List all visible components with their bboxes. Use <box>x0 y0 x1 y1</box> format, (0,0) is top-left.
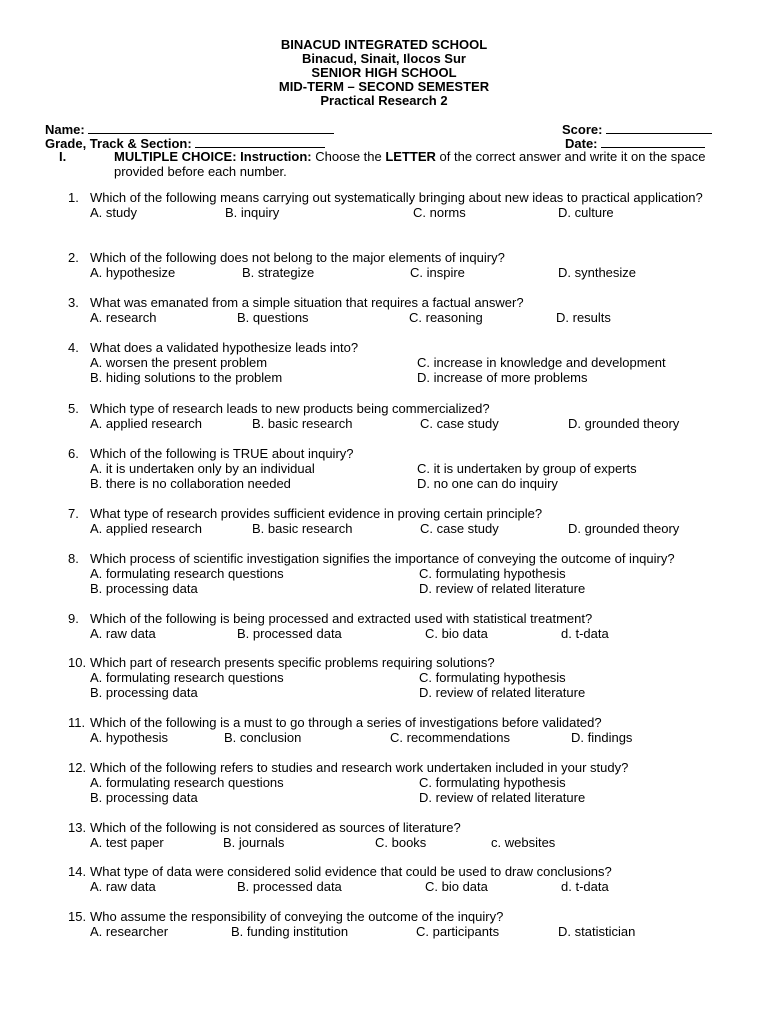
exam-title: MID-TERM – SECOND SEMESTER <box>278 79 490 94</box>
choice-b: B. processing data <box>90 790 198 805</box>
choice-c: C. case study <box>420 416 499 431</box>
question-stem: Which process of scientific investigation signifies the importance of conveying the outcome of inquiry? <box>90 551 675 566</box>
question-number: 2. <box>68 250 79 265</box>
question-stem-block <box>90 909 716 939</box>
choice-c: C. it is undertaken by group of experts <box>417 461 637 476</box>
question-number: 4. <box>68 340 79 355</box>
choice-c: C. case study <box>420 521 499 536</box>
choice-b: B. basic research <box>252 521 353 536</box>
choice-d: D. increase of more problems <box>417 370 588 385</box>
choice-d: D. review of related literature <box>419 790 586 805</box>
choice-d: d. t-data <box>561 879 609 894</box>
question-stem: Which of the following does not belong to the major elements of inquiry? <box>90 250 505 265</box>
choice-d: D. grounded theory <box>568 416 680 431</box>
question-stem-block <box>90 655 716 700</box>
choice-c: C. recommendations <box>390 730 510 745</box>
question-stem-block <box>90 190 716 220</box>
question-stem-block <box>90 864 716 894</box>
grade-blank <box>195 135 325 148</box>
choice-row <box>90 626 716 641</box>
choice-a: A. test paper <box>90 835 164 850</box>
choice-b: B. processing data <box>90 685 198 700</box>
instruction-text-a: Choose the <box>311 149 386 164</box>
question-stem: Which of the following is TRUE about inquiry? <box>90 446 354 461</box>
choice-row <box>90 730 716 745</box>
choice-row <box>90 310 716 325</box>
choice-row <box>90 355 716 370</box>
date-blank <box>601 135 705 148</box>
school-name: BINACUD INTEGRATED SCHOOL <box>280 37 488 52</box>
choice-b: B. processed data <box>237 879 342 894</box>
name-blank <box>88 121 334 134</box>
question-number: 12. <box>68 760 87 775</box>
choice-a: A. worsen the present problem <box>90 355 268 370</box>
choice-b: B. processing data <box>90 581 198 596</box>
school-level: SENIOR HIGH SCHOOL <box>311 65 457 80</box>
choice-a: A. formulating research questions <box>90 566 284 581</box>
question-stem-block <box>90 446 716 491</box>
choice-row <box>90 370 716 385</box>
choice-a: A. researcher <box>90 924 169 939</box>
choice-a: A. formulating research questions <box>90 775 284 790</box>
choice-row <box>90 566 716 581</box>
question-number: 11. <box>68 715 86 730</box>
question-number: 7. <box>68 506 79 521</box>
question-stem-block <box>90 506 716 536</box>
section-number: I. <box>59 149 67 164</box>
choice-row <box>90 670 716 685</box>
grade-label: Grade, Track & Section: <box>45 136 192 151</box>
question-stem-block <box>90 250 716 280</box>
choice-row <box>90 879 716 894</box>
question-stem: Which type of research leads to new products being commercialized? <box>90 401 490 416</box>
question-stem: Who assume the responsibility of conveying the outcome of the inquiry? <box>90 909 504 924</box>
question-number: 9. <box>68 611 79 626</box>
choice-a: A. hypothesis <box>90 730 169 745</box>
question-stem-block <box>90 715 716 745</box>
choice-row <box>90 581 716 596</box>
choice-a: A. applied research <box>90 521 203 536</box>
question-stem-block <box>90 611 716 641</box>
question-number: 3. <box>68 295 79 310</box>
choice-row <box>90 835 716 850</box>
question-stem-block <box>90 340 716 385</box>
choice-b: B. funding institution <box>231 924 349 939</box>
choice-c: C. formulating hypothesis <box>419 566 566 581</box>
subject-title: Practical Research 2 <box>320 93 448 108</box>
choice-c: C. increase in knowledge and development <box>417 355 666 370</box>
choice-a: A. raw data <box>90 626 156 641</box>
choice-b: B. processed data <box>237 626 342 641</box>
question-stem-block <box>90 401 716 431</box>
choice-row <box>90 775 716 790</box>
choice-row <box>90 205 716 220</box>
question-stem: Which of the following refers to studies and research work undertaken included in your study? <box>90 760 629 775</box>
choice-c: C. bio data <box>425 626 488 641</box>
choice-a: A. hypothesize <box>90 265 176 280</box>
choice-d: D. statistician <box>558 924 636 939</box>
choice-c: C. participants <box>416 924 500 939</box>
score-blank <box>606 121 712 134</box>
name-label: Name: <box>45 122 85 137</box>
choice-d: D. results <box>556 310 611 325</box>
score-label: Score: <box>562 122 603 137</box>
question-number: 13. <box>68 820 87 835</box>
choice-a: A. study <box>90 205 137 220</box>
choice-b: B. there is no collaboration needed <box>90 476 291 491</box>
question-stem-block <box>90 551 716 596</box>
question-number: 5. <box>68 401 79 416</box>
choice-b: B. basic research <box>252 416 353 431</box>
choice-d: D. grounded theory <box>568 521 680 536</box>
choice-row <box>90 416 716 431</box>
choice-d: D. culture <box>558 205 614 220</box>
question-stem: What type of data were considered solid evidence that could be used to draw conclusions? <box>90 864 612 879</box>
question-number: 14. <box>68 864 87 879</box>
choice-c: C. reasoning <box>409 310 483 325</box>
choice-b: B. inquiry <box>225 205 280 220</box>
choice-row <box>90 790 716 805</box>
question-number: 8. <box>68 551 79 566</box>
date-label: Date: <box>565 136 598 151</box>
question-number: 1. <box>68 190 79 205</box>
choice-d: D. findings <box>571 730 633 745</box>
question-number: 15. <box>68 909 87 924</box>
choice-d: c. websites <box>491 835 556 850</box>
school-address: Binacud, Sinait, Ilocos Sur <box>302 51 466 66</box>
choice-b: B. hiding solutions to the problem <box>90 370 283 385</box>
choice-row <box>90 521 716 536</box>
choice-row <box>90 476 716 491</box>
choice-c: C. books <box>375 835 427 850</box>
question-stem: Which part of research presents specific problems requiring solutions? <box>90 655 495 670</box>
choice-b: B. conclusion <box>224 730 302 745</box>
instruction-letter: LETTER <box>385 149 436 164</box>
question-stem: Which of the following is being processed and extracted used with statistical treatment? <box>90 611 593 626</box>
choice-c: C. formulating hypothesis <box>419 775 566 790</box>
choice-d: D. synthesize <box>558 265 637 280</box>
choice-a: A. it is undertaken only by an individual <box>90 461 315 476</box>
question-stem: What does a validated hypothesize leads into? <box>90 340 359 355</box>
question-stem: What was emanated from a simple situation that requires a factual answer? <box>90 295 524 310</box>
exam-header <box>0 38 768 108</box>
choice-b: B. questions <box>237 310 309 325</box>
question-stem: What type of research provides sufficient evidence in proving certain principle? <box>90 506 543 521</box>
question-stem: Which of the following is a must to go through a series of investigations before validated? <box>90 715 602 730</box>
choice-row <box>90 461 716 476</box>
question-number: 6. <box>68 446 79 461</box>
choice-row <box>90 685 716 700</box>
choice-b: B. journals <box>223 835 285 850</box>
question-stem-block <box>90 760 716 805</box>
question-number: 10. <box>68 655 87 670</box>
choice-row <box>90 265 716 280</box>
choice-row <box>90 924 716 939</box>
question-stem: Which of the following means carrying out systematically bringing about new ideas to practical application? <box>90 190 703 205</box>
choice-a: A. raw data <box>90 879 156 894</box>
instruction-text-b: of the correct answer and write it on the space provided before each number. <box>114 149 706 179</box>
choice-c: C. norms <box>413 205 466 220</box>
choice-b: B. strategize <box>242 265 315 280</box>
choice-d: D. review of related literature <box>419 685 586 700</box>
question-stem-block <box>90 820 716 850</box>
question-stem: Which of the following is not considered as sources of literature? <box>90 820 461 835</box>
choice-d: D. no one can do inquiry <box>417 476 558 491</box>
choice-a: A. formulating research questions <box>90 670 284 685</box>
choice-c: C. bio data <box>425 879 488 894</box>
question-stem-block <box>90 295 716 325</box>
choice-d: d. t-data <box>561 626 609 641</box>
choice-c: C. formulating hypothesis <box>419 670 566 685</box>
choice-d: D. review of related literature <box>419 581 586 596</box>
choice-c: C. inspire <box>410 265 465 280</box>
section-title: MULTIPLE CHOICE: Instruction: <box>114 149 312 164</box>
choice-a: A. research <box>90 310 157 325</box>
choice-a: A. applied research <box>90 416 203 431</box>
section-instruction <box>114 149 724 179</box>
